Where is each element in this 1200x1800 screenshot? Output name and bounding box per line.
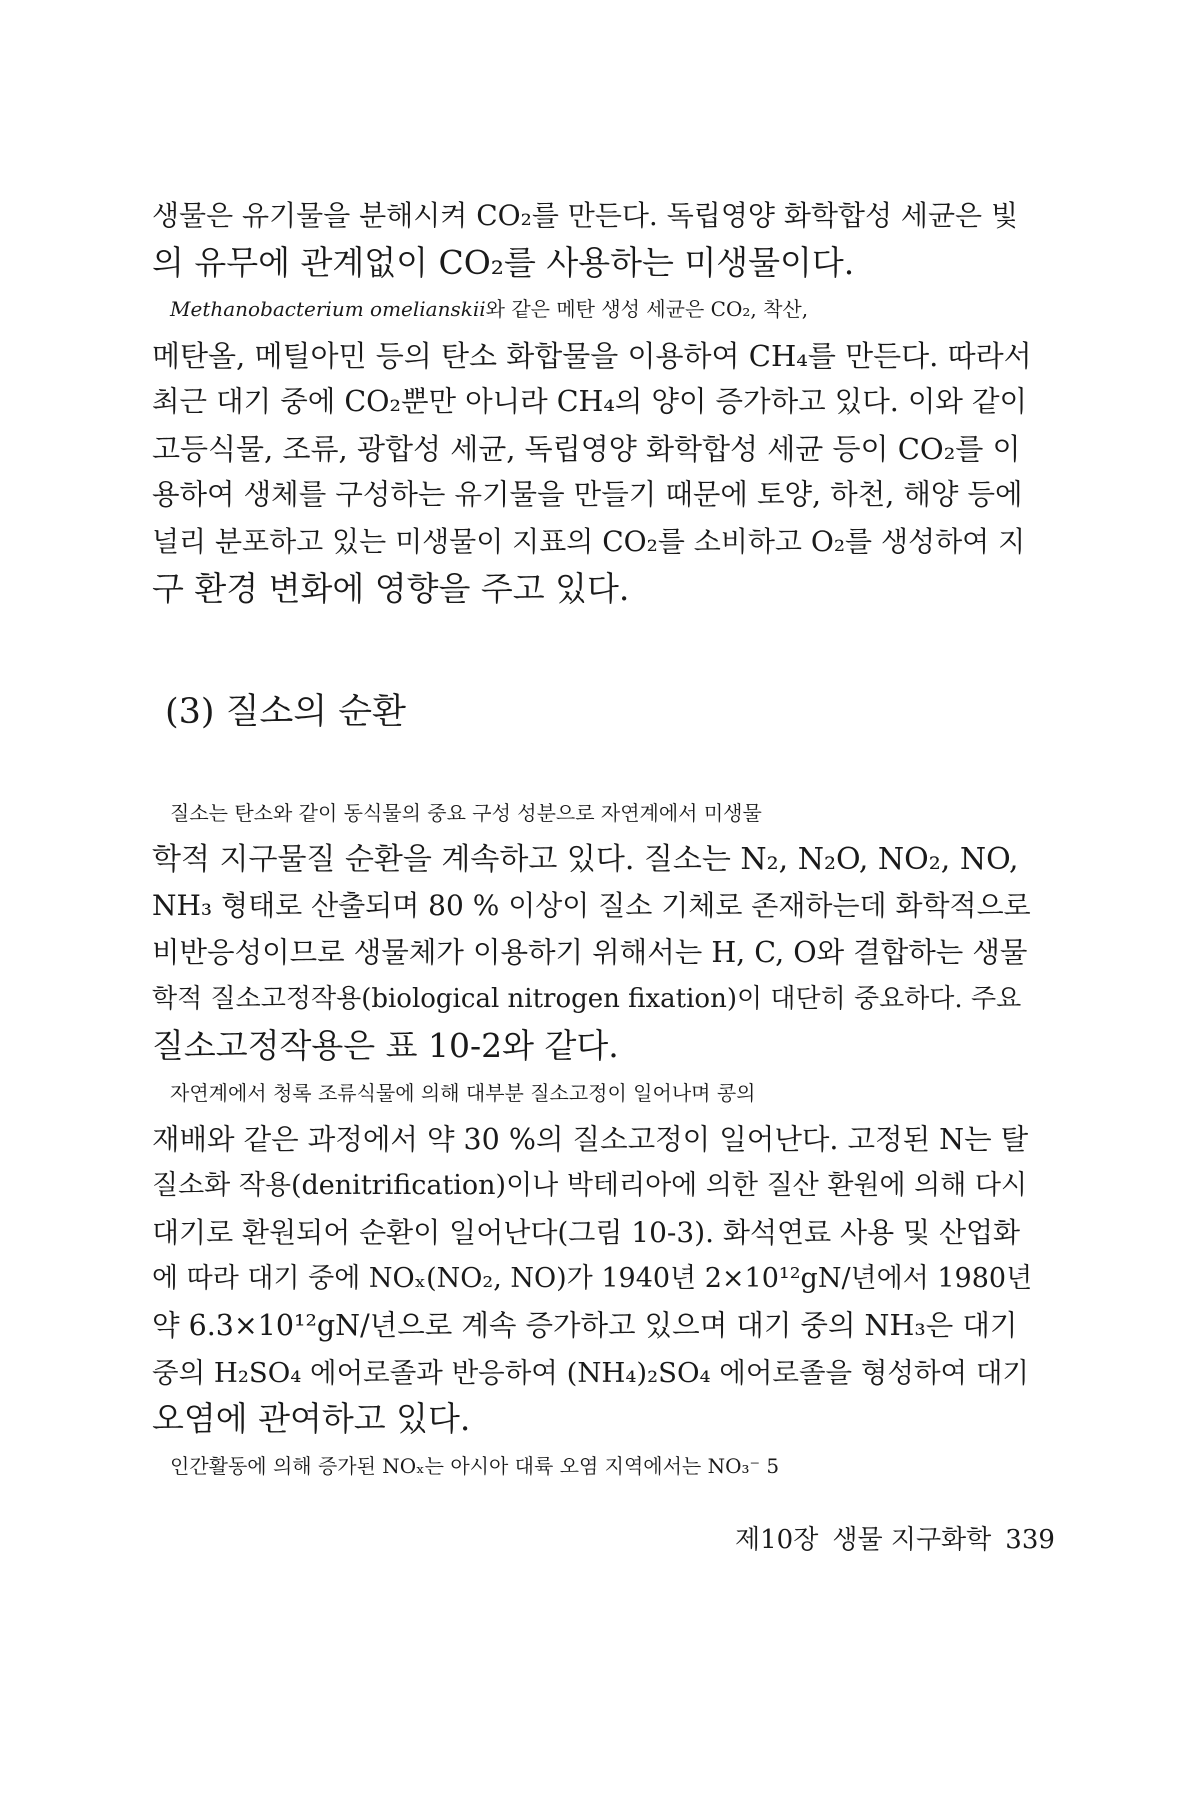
page-number: 339 bbox=[1005, 1525, 1055, 1555]
text-line: 용하여 생체를 구성하는 유기물을 만들기 때문에 토양, 하천, 해양 등에 bbox=[152, 478, 1023, 512]
text-line: 질소고정작용은 표 10-2와 같다. bbox=[152, 1025, 619, 1065]
text-line: 고등식물, 조류, 광합성 세균, 독립영양 화학합성 세균 등이 CO₂를 이 bbox=[152, 431, 1021, 466]
text-line: 비반응성이므로 생물체가 이용하기 위해서는 H, C, O와 결합하는 생물 bbox=[152, 935, 1028, 969]
paragraph-nitrogen-overview bbox=[152, 790, 1032, 1070]
text-line: 질소는 탄소와 같이 동식물의 중요 구성 성분으로 자연계에서 미생물 bbox=[170, 801, 762, 825]
chapter-title: 생물 지구화학 bbox=[832, 1525, 992, 1555]
section-heading: (3) 질소의 순환 bbox=[165, 692, 406, 732]
text-line bbox=[152, 286, 1032, 333]
text-line: 오염에 관여하고 있다. bbox=[152, 1399, 471, 1439]
text-line-rest: 와 같은 메탄 생성 세균은 CO₂, 착산, bbox=[485, 297, 809, 321]
text-line: 의 유무에 관계없이 CO₂를 사용하는 미생물이다. bbox=[152, 242, 855, 282]
text-line: 중의 H₂SO₄ 에어로졸과 반응하여 (NH₄)₂SO₄ 에어로졸을 형성하여 대기 bbox=[152, 1356, 1029, 1389]
paragraph-human-activity bbox=[152, 1443, 1032, 1490]
text-line: 에 따라 대기 중에 NOₓ(NO₂, NO)가 1940년 2×10¹²gN/년에서 1980년 bbox=[152, 1263, 1033, 1295]
paragraph-methane-bacteria bbox=[152, 286, 1032, 612]
text-line: 재배와 같은 과정에서 약 30 %의 질소고정이 일어난다. 고정된 N는 탈 bbox=[152, 1122, 1029, 1156]
text-line: 널리 분포하고 있는 미생물이 지표의 CO₂를 소비하고 O₂를 생성하여 지 bbox=[152, 524, 1026, 558]
text-line: 자연계에서 청록 조류식물에 의해 대부분 질소고정이 일어나며 콩의 bbox=[170, 1081, 756, 1105]
text-line: 최근 대기 중에 CO₂뿐만 아니라 CH₄의 양이 증가하고 있다. 이와 같이 bbox=[152, 385, 1028, 419]
page-footer bbox=[735, 1520, 1055, 1560]
species-name: Methanobacterium omelianskii bbox=[170, 297, 486, 321]
text-line: 구 환경 변화에 영향을 주고 있다. bbox=[152, 568, 630, 608]
text-line: 생물은 유기물을 분해시켜 CO₂를 만든다. 독립영양 화학합성 세균은 빛 bbox=[152, 199, 1019, 232]
text-line: 질소화 작용(denitrification)이나 박테리아에 의한 질산 환원에 의해 다시 bbox=[152, 1170, 1028, 1202]
text-line: 약 6.3×10¹²gN/년으로 계속 증가하고 있으며 대기 중의 NH₃은 대기 bbox=[152, 1308, 1018, 1342]
paragraph-nitrogen-fixation bbox=[152, 1070, 1032, 1443]
text-line: 학적 질소고정작용(biological nitrogen fixation)이 대단히 중요하다. 주요 bbox=[152, 984, 1022, 1015]
paragraph-carbon-decomposition bbox=[152, 193, 1032, 286]
text-line: 학적 지구물질 순환을 계속하고 있다. 질소는 N₂, N₂O, NO₂, NO, bbox=[152, 841, 1019, 877]
text-line: 대기로 환원되어 순환이 일어난다(그림 10-3). 화석연료 사용 및 산업화 bbox=[152, 1215, 1021, 1249]
text-line: 인간활동에 의해 증가된 NOₓ는 아시아 대륙 오염 지역에서는 NO₃⁻ 5 bbox=[170, 1454, 780, 1478]
chapter-label: 제10장 bbox=[735, 1525, 819, 1555]
text-line: NH₃ 형태로 산출되며 80 % 이상이 질소 기체로 존재하는데 화학적으로 bbox=[152, 889, 1031, 923]
text-line: 메탄올, 메틸아민 등의 탄소 화합물을 이용하여 CH₄를 만든다. 따라서 bbox=[152, 338, 1032, 373]
